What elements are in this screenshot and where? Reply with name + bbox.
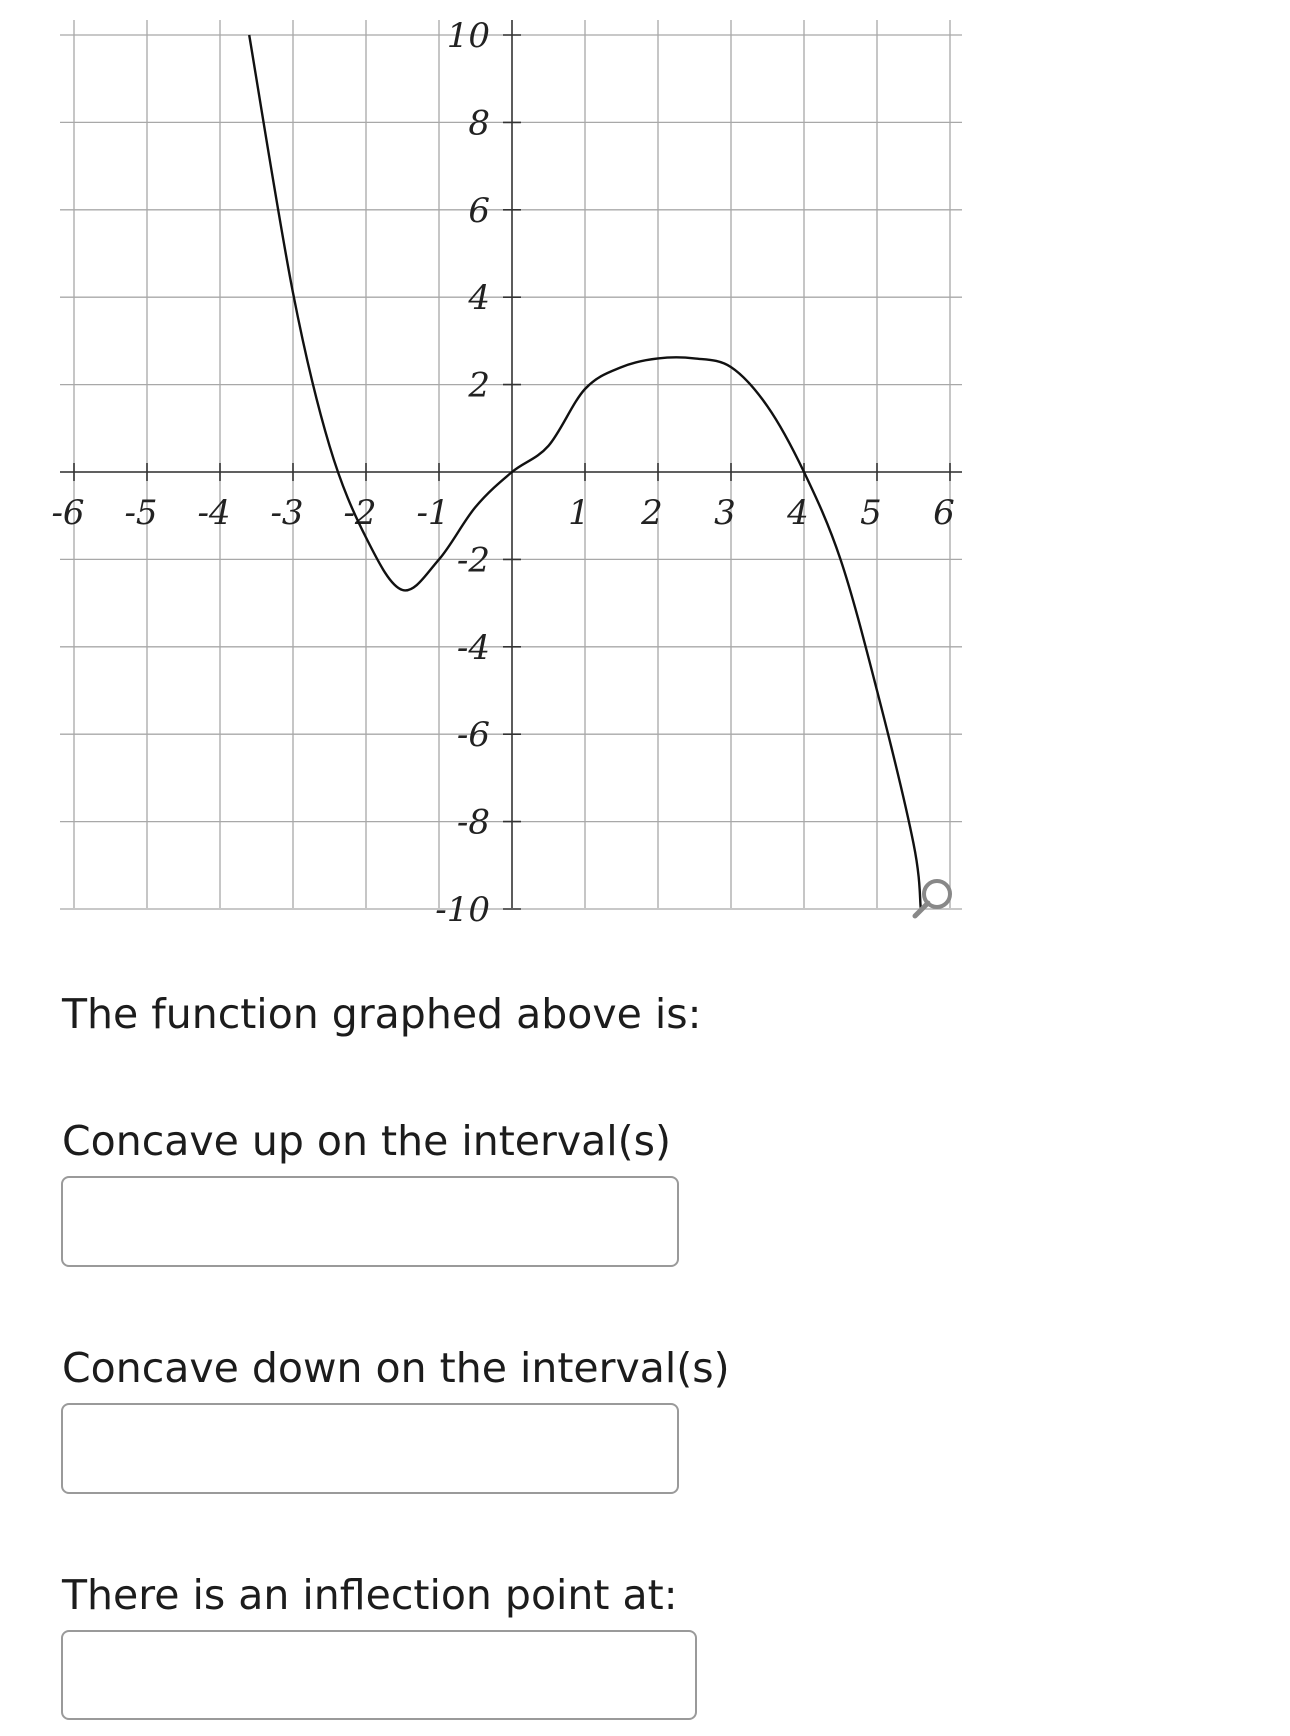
y-tick-label: 2: [468, 365, 490, 406]
y-tick-label: -8: [456, 802, 490, 843]
grid-lines: [60, 20, 962, 909]
y-tick-label: 4: [468, 278, 490, 319]
x-tick-label: 1: [568, 493, 590, 533]
inflection-input[interactable]: [61, 1630, 697, 1720]
x-tick-label: 5: [860, 493, 882, 533]
x-tick-label: -3: [270, 493, 304, 533]
inflection-label: There is an inflection point at:: [62, 1571, 678, 1619]
y-tick-label: -4: [456, 627, 490, 668]
x-tick-label: -6: [51, 493, 85, 533]
y-tick-label: -6: [456, 715, 490, 756]
concave-up-input[interactable]: [61, 1176, 679, 1267]
question-intro: The function graphed above is:: [62, 990, 702, 1038]
x-tick-label: 3: [714, 493, 736, 533]
concave-up-label: Concave up on the interval(s): [62, 1117, 672, 1165]
concave-down-label: Concave down on the interval(s): [62, 1344, 730, 1392]
x-tick-label: -1: [416, 493, 450, 533]
y-tick-labels: [435, 16, 490, 930]
y-tick-label: -2: [456, 540, 490, 581]
y-tick-label: 10: [446, 16, 490, 56]
axes: [60, 20, 962, 909]
x-tick-label: 4: [787, 493, 809, 533]
y-tick-label: 8: [468, 103, 490, 144]
x-tick-label: -4: [197, 493, 231, 533]
y-tick-label: -10: [435, 890, 490, 930]
concave-down-input[interactable]: [61, 1403, 679, 1494]
x-tick-label: -5: [124, 493, 158, 533]
y-tick-label: 6: [468, 190, 490, 231]
x-tick-labels: [51, 493, 954, 533]
x-tick-label: 6: [933, 493, 955, 533]
x-tick-label: 2: [641, 493, 663, 533]
x-tick-label: -2: [343, 493, 377, 533]
